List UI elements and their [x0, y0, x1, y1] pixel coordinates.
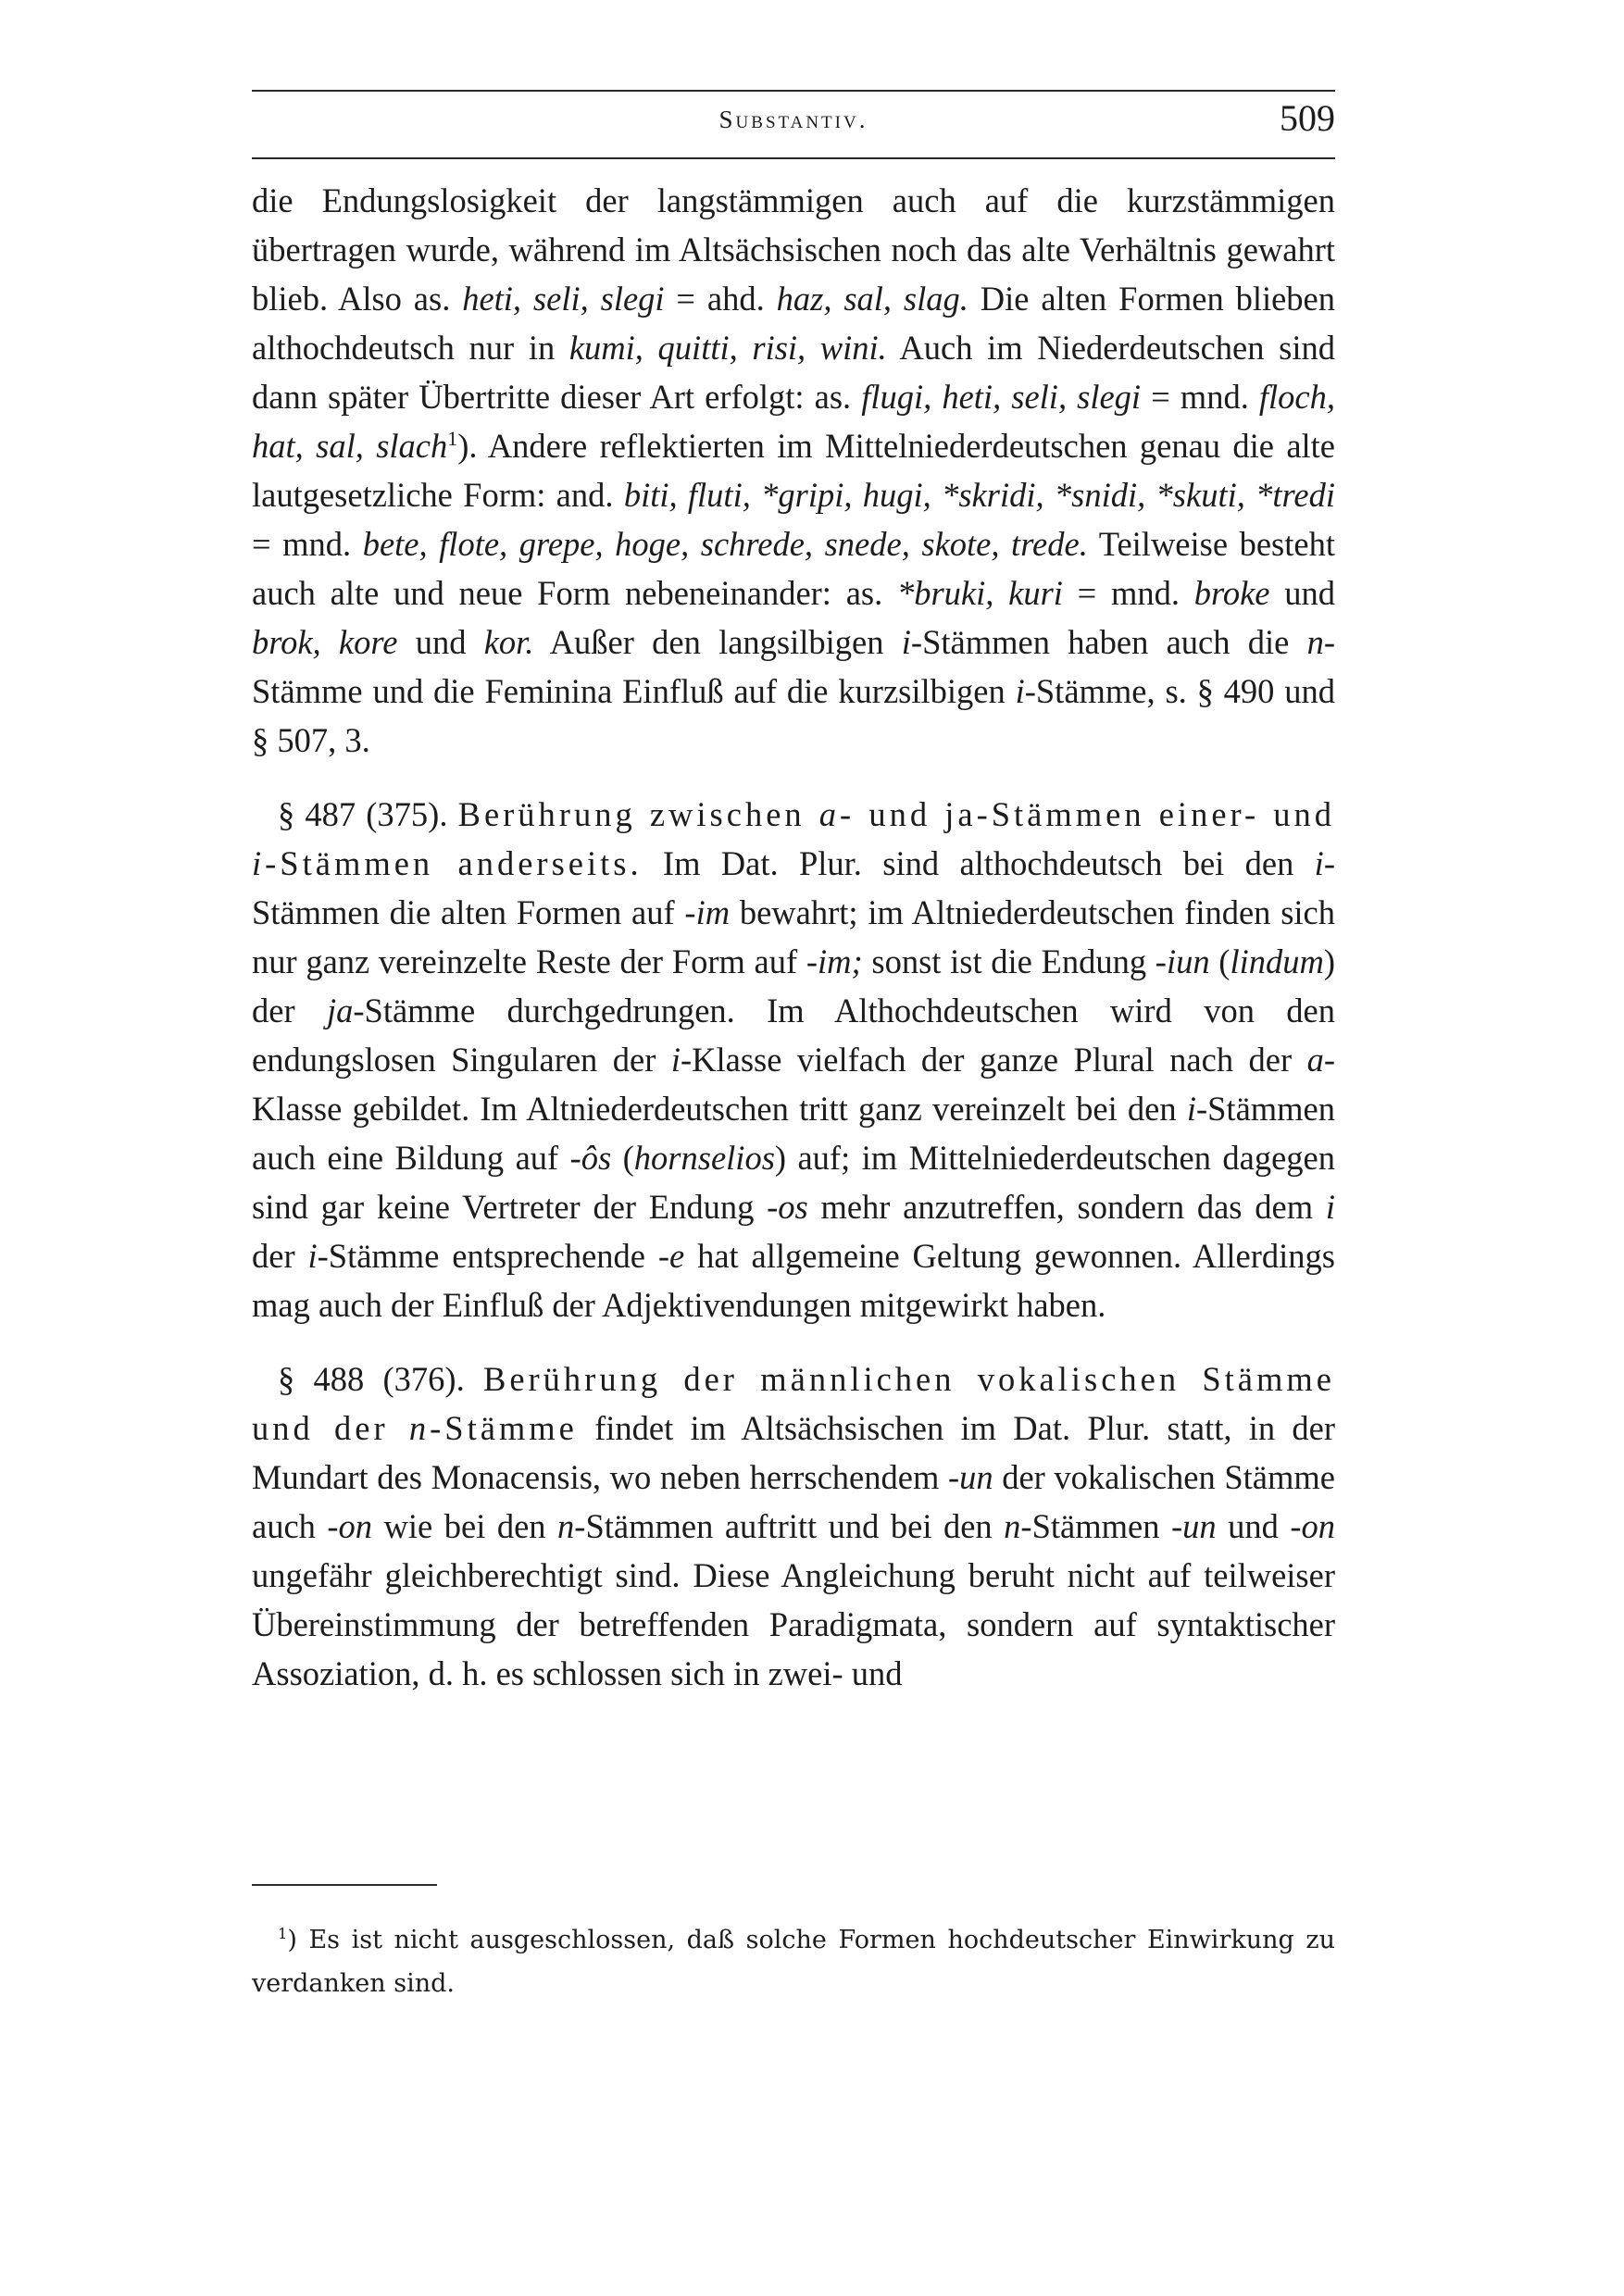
text-run: -on: [327, 1507, 373, 1545]
text-run: bewahrt; im Altniederdeutschen finden sich nur ganz vereinzelte Reste der Form auf: [252, 893, 1335, 980]
footnote-ref: 1: [447, 426, 458, 450]
text-run: § 487 (375).: [278, 795, 458, 833]
text-run: -un: [1170, 1507, 1217, 1545]
text-run: i: [901, 623, 911, 661]
text-run: = mnd.: [1141, 378, 1259, 416]
text-run: ungefähr gleichberechtigt sind. Diese Angleichung beruht nicht auf teilweiser Übereinstimmung der betreffenden Paradigmata, sondern auf syntaktischer Assoziation, d. h. es schlossen sich in zwei- und: [252, 1556, 1335, 1692]
text-run: ja: [326, 992, 354, 1029]
text-run: -Stämmen auch eine Bildung auf: [252, 1090, 1335, 1177]
text-run: = mnd.: [1062, 574, 1194, 612]
text-run: Teilweise besteht auch alte und neue Form nebeneinander: as.: [252, 525, 1335, 612]
text-run: Die alten Formen blieben althochdeutsch nur in: [252, 280, 1335, 367]
text-run: hornselios: [633, 1139, 775, 1177]
text-run: n: [1306, 623, 1324, 661]
text-run: die Endungslosigkeit der langstämmigen auch auf die kurzstämmigen übertragen wurde, während im Altsächsischen noch das alte Verhältnis gewahrt blieb. Also as.: [252, 181, 1335, 318]
text-run: biti, fluti, *gripi, hugi, *skridi, *snidi, *skuti, *tredi: [623, 476, 1335, 514]
text-run: i: [670, 1041, 681, 1079]
text-run: -Stämme und die Feminina Einfluß auf die kurzsilbigen: [252, 623, 1336, 710]
text-run: i: [1325, 1188, 1335, 1226]
text-run: -Stämme: [430, 1409, 578, 1447]
text-run: (: [1209, 942, 1230, 980]
text-run: heti, seli, slegi: [462, 280, 665, 318]
text-run: -Stämmen: [1020, 1507, 1171, 1545]
text-run: Berührung der männlichen vokalischen Stämme und der: [252, 1360, 1335, 1447]
text-run: -Stämme entsprechende: [317, 1237, 658, 1275]
text-run: -im;: [806, 942, 863, 980]
footnote-text: ) Es ist nicht ausgeschlossen, daß solche Formen hochdeutscher Einwirkung zu verdanken sind.: [252, 1926, 1335, 1998]
text-run: -Klasse gebildet. Im Altniederdeutschen tritt ganz vereinzelt bei den: [252, 1041, 1335, 1128]
text-run: flugi, heti, seli, slegi: [861, 378, 1142, 416]
text-run: n: [1004, 1507, 1021, 1545]
text-run: n: [557, 1507, 575, 1545]
text-run: und: [397, 623, 484, 661]
paragraph-1: [252, 176, 1335, 765]
text-run: und: [1269, 574, 1336, 612]
text-run: *bruki, kuri: [896, 574, 1063, 612]
text-run: -ôs: [569, 1139, 612, 1177]
text-run: i: [252, 844, 266, 882]
body-text: [252, 176, 1335, 1698]
footnote-rule: [252, 1884, 437, 1886]
text-run: -Stämmen anderseits.: [265, 844, 643, 882]
text-run: -Stämme, s. § 490 und § 507, 3.: [252, 672, 1336, 759]
text-run: der: [252, 1237, 308, 1275]
text-run: -un: [947, 1458, 993, 1496]
text-run: -Stämmen die alten Formen auf: [252, 844, 1335, 931]
footnote-marker: 1: [278, 1925, 288, 1942]
text-run: kumi, quitti, risi, wini.: [568, 329, 887, 367]
text-run: Außer den langsilbigen: [533, 623, 902, 661]
text-run: Auch im Niederdeutschen sind dann später Übertritte dieser Art erfolgt: as.: [252, 329, 1335, 416]
text-run: n: [408, 1409, 431, 1447]
text-run: Berührung zwischen: [457, 795, 819, 833]
text-run: -im: [684, 893, 731, 931]
text-run: und: [1216, 1507, 1291, 1545]
text-run: i: [1186, 1090, 1196, 1128]
text-run: findet im Altsächsischen im Dat. Plur. statt, in der Mundart des Monacensis, wo neben herrschendem: [252, 1409, 1335, 1496]
text-run: kor.: [483, 623, 534, 661]
text-run: (: [611, 1139, 634, 1177]
text-run: i: [1015, 672, 1025, 710]
text-run: -e: [657, 1237, 685, 1275]
text-run: Im Dat. Plur. sind althochdeutsch bei den: [642, 844, 1315, 882]
text-run: a: [818, 795, 841, 833]
text-run: der vokalischen Stämme auch: [252, 1458, 1335, 1545]
top-rule: [252, 90, 1335, 92]
running-title: Substantiv.: [718, 106, 868, 133]
text-run: -Klasse vielfach der ganze Plural nach der: [680, 1041, 1307, 1079]
text-run: hat allgemeine Geltung gewonnen. Allerdings mag auch der Einfluß der Adjektivendungen mitgewirkt haben.: [252, 1237, 1336, 1324]
text-run: floch, hat, sal, slach: [252, 378, 1335, 465]
text-run: -iun: [1155, 942, 1210, 980]
text-run: -os: [767, 1188, 808, 1226]
text-run: wie bei den: [372, 1507, 558, 1545]
text-run: sonst ist die Endung: [862, 942, 1156, 980]
text-run: mehr anzutreffen, sondern das dem: [807, 1188, 1326, 1226]
paragraph-3: [252, 1354, 1335, 1698]
text-run: § 488 (376).: [278, 1360, 483, 1398]
running-head: [252, 97, 1335, 148]
text-run: ) auf; im Mittelniederdeutschen dagegen sind gar keine Vertreter der Endung: [252, 1139, 1335, 1226]
text-run: ) der: [252, 942, 1335, 1029]
text-run: ). Andere reflektierten im Mittelniederdeutschen genau die alte lautgesetzliche Form: and.: [252, 427, 1335, 514]
text-run: - und ja-Stämmen einer- und: [840, 795, 1335, 833]
text-run: = mnd.: [252, 525, 363, 563]
text-run: lindum: [1230, 942, 1324, 980]
text-run: -on: [1290, 1507, 1336, 1545]
text-run: a: [1306, 1041, 1324, 1079]
header-rule: [252, 157, 1335, 159]
text-run: -Stämmen auftritt und bei den: [574, 1507, 1005, 1545]
text-run: brok, kore: [252, 623, 398, 661]
text-run: bete, flote, grepe, hoge, schrede, snede, skote, trede.: [362, 525, 1088, 563]
paragraph-2: [252, 790, 1335, 1329]
footnote: [252, 1918, 1335, 2005]
text-run: i: [1314, 844, 1324, 882]
text-run: -Stämme durchgedrungen. Im Althochdeutschen wird von den endungslosen Singularen der: [252, 992, 1335, 1079]
page-number: 509: [1280, 97, 1335, 139]
text-run: = ahd.: [664, 280, 777, 318]
text-run: broke: [1193, 574, 1270, 612]
text-run: haz, sal, slag.: [776, 280, 968, 318]
text-run: -Stämmen haben auch die: [910, 623, 1307, 661]
text-run: i: [307, 1237, 318, 1275]
